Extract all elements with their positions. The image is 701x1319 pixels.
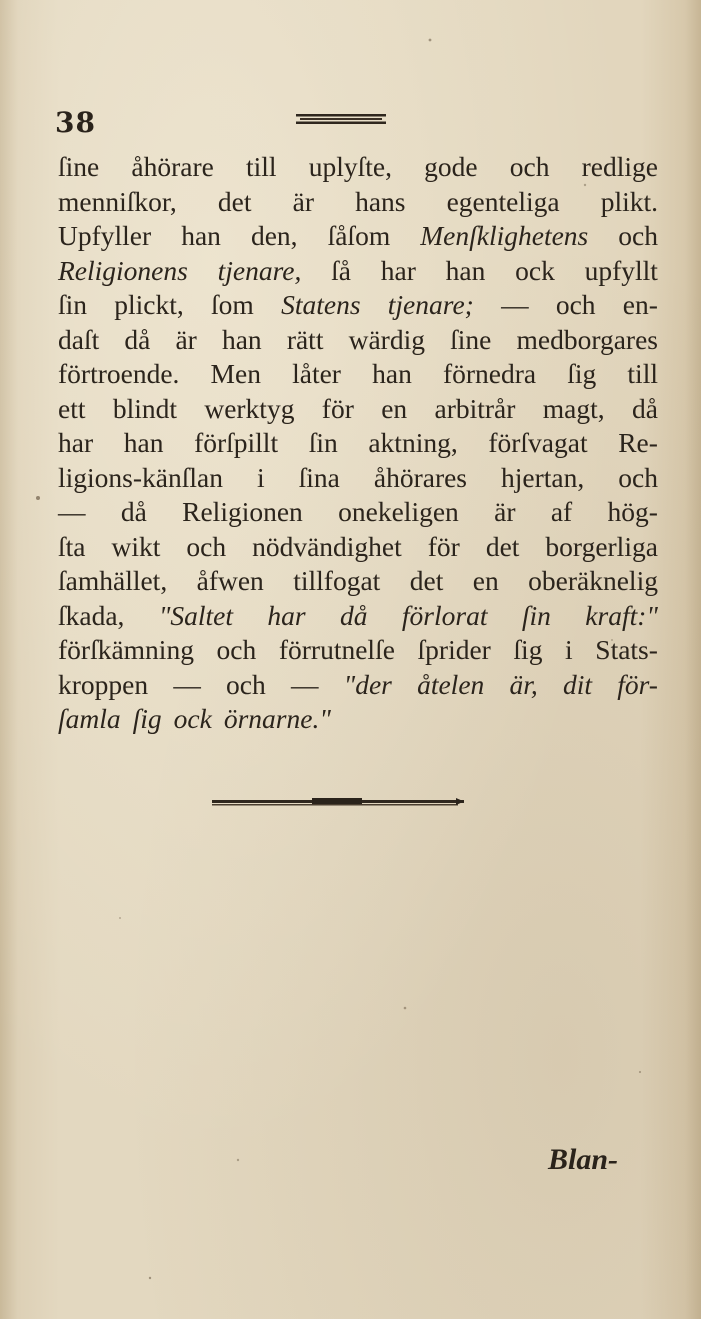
text-word: han xyxy=(123,427,164,458)
text-word: då xyxy=(120,496,147,527)
text-word: då xyxy=(124,323,151,355)
text-line xyxy=(58,530,658,565)
text-line xyxy=(58,254,658,289)
text-word: och xyxy=(509,151,550,182)
text-word: ſprider xyxy=(417,634,491,665)
text-word: — xyxy=(173,668,201,700)
text-word: Religionens xyxy=(58,254,188,286)
text-word: en xyxy=(381,392,408,424)
text-word: och xyxy=(186,530,227,562)
text-word: det xyxy=(485,530,520,562)
text-word: ſta xyxy=(58,530,86,562)
text-line xyxy=(58,564,658,599)
text-word: kraft:" xyxy=(585,599,658,631)
text-word: är xyxy=(494,496,516,527)
text-word: förſvagat xyxy=(488,427,588,458)
text-word: han xyxy=(181,220,221,251)
text-word: den, xyxy=(250,220,298,251)
text-word: ſin xyxy=(521,599,551,631)
text-word: och xyxy=(216,634,257,665)
text-word: ſig xyxy=(567,358,597,389)
text-line xyxy=(58,702,658,737)
text-word: ſkada, xyxy=(58,599,125,631)
text-word: Re- xyxy=(618,427,658,458)
text-word: det xyxy=(217,185,252,217)
text-word: ock xyxy=(515,254,555,286)
text-word: ſine xyxy=(450,323,492,355)
text-word: arbitrår xyxy=(434,392,516,424)
text-word: kroppen xyxy=(58,668,149,700)
text-word: förlorat xyxy=(401,599,488,631)
text-word: är xyxy=(175,323,197,355)
text-word: medborgares xyxy=(516,323,658,355)
text-word: är, xyxy=(509,668,538,700)
text-word: ſom xyxy=(211,289,254,320)
text-line xyxy=(58,288,658,323)
catchword: Blan- xyxy=(548,1143,619,1176)
text-word: dit xyxy=(562,668,592,700)
text-word: hans xyxy=(355,185,406,217)
text-word: "der xyxy=(343,668,392,700)
text-word: werktyg xyxy=(204,392,295,424)
text-word: och xyxy=(618,220,658,251)
text-line xyxy=(58,185,658,220)
text-word: ſamhället, xyxy=(58,565,168,596)
text-word: örnarne." xyxy=(223,703,331,734)
text-word: åhörares xyxy=(373,461,468,493)
text-word: och xyxy=(555,289,596,320)
text-word: ſin xyxy=(58,289,88,320)
text-word: magt, xyxy=(542,392,605,424)
text-word: förrutnelſe xyxy=(278,634,395,665)
text-word: åfwen xyxy=(196,565,264,596)
text-word: hjertan, xyxy=(501,461,585,493)
text-word: låter xyxy=(292,358,341,389)
text-word: blindt xyxy=(112,392,177,424)
text-word: plickt, xyxy=(114,289,184,320)
text-word: en- xyxy=(622,289,658,320)
text-word: för xyxy=(321,392,354,424)
text-word: borgerliga xyxy=(545,530,658,562)
text-word: ſåſom xyxy=(327,220,391,251)
text-word: redlige xyxy=(581,151,658,182)
text-word: ock xyxy=(173,703,212,734)
text-word: har xyxy=(380,254,416,286)
text-line xyxy=(58,461,658,496)
text-word: upfyllt xyxy=(584,254,658,286)
text-line xyxy=(58,150,658,185)
text-word: af xyxy=(550,496,573,527)
text-word: ſig xyxy=(132,703,162,734)
text-word: nödvändighet xyxy=(252,530,402,562)
text-word: och xyxy=(618,461,658,493)
text-word: daſt xyxy=(58,323,100,355)
text-word: för xyxy=(427,530,460,562)
text-word: är xyxy=(292,185,314,217)
text-word: tillfogat xyxy=(293,565,381,596)
text-word: "Saltet xyxy=(158,599,234,631)
text-word: åhörare xyxy=(131,151,214,182)
text-word: tjenare; xyxy=(387,289,474,320)
text-line xyxy=(58,219,658,254)
end-ornament xyxy=(212,796,464,808)
text-word: uplyſte, xyxy=(308,151,392,182)
text-word: Statens xyxy=(281,289,361,320)
text-word: oberäknelig xyxy=(528,565,658,596)
text-line xyxy=(58,323,658,358)
text-word: har xyxy=(267,599,306,631)
text-word: egenteliga xyxy=(446,185,560,217)
text-word: då xyxy=(340,599,368,631)
text-word: ſå xyxy=(331,254,351,286)
text-word: Religionen xyxy=(182,496,303,527)
text-word: till xyxy=(246,151,277,182)
text-word: förnedra xyxy=(442,358,537,389)
text-word: för- xyxy=(617,668,658,700)
text-word: onekeligen xyxy=(338,496,459,527)
text-line xyxy=(58,426,658,461)
text-word: ſig xyxy=(513,634,543,665)
text-word: — xyxy=(58,496,86,527)
page-number: 38 xyxy=(55,106,96,139)
text-word: förſkämning xyxy=(58,634,194,665)
text-word: han xyxy=(372,358,412,389)
text-word: ſine xyxy=(58,151,100,182)
text-line xyxy=(58,599,658,634)
text-word: — xyxy=(290,668,319,700)
text-word: — xyxy=(501,289,529,320)
text-word: wärdig xyxy=(348,323,425,355)
text-word: i xyxy=(256,461,265,493)
text-word: i xyxy=(565,634,573,665)
text-word: ett xyxy=(58,392,86,424)
text-word: hög- xyxy=(607,496,658,527)
text-word: och xyxy=(226,668,266,700)
text-word: tjenare, xyxy=(217,254,302,286)
text-word: Upfyller xyxy=(58,220,152,251)
text-word: han xyxy=(221,323,262,355)
text-word: plikt. xyxy=(600,185,658,217)
text-word: ligions-känſlan xyxy=(58,461,223,493)
text-word: förtroende. xyxy=(58,358,180,389)
text-word: aktning, xyxy=(368,427,458,458)
text-word: då xyxy=(631,392,658,424)
text-word: rätt xyxy=(286,323,324,355)
text-line xyxy=(58,495,658,530)
text-line xyxy=(58,357,658,392)
text-word: till xyxy=(627,358,658,389)
text-word: ſina xyxy=(298,461,340,493)
head-ornament xyxy=(296,112,386,126)
text-line xyxy=(58,668,658,703)
text-word: förſpillt xyxy=(194,427,279,458)
text-word: wikt xyxy=(111,530,161,562)
text-word: Men xyxy=(210,358,261,389)
text-word: en xyxy=(472,565,499,596)
text-word: han xyxy=(445,254,486,286)
body-text xyxy=(58,150,658,737)
text-word: har xyxy=(58,427,94,458)
text-word: menniſkor, xyxy=(58,185,177,217)
text-line xyxy=(58,633,658,668)
text-word: ſamla xyxy=(58,703,121,734)
text-word: Menſklighetens xyxy=(420,220,589,251)
text-word: det xyxy=(409,565,444,596)
text-word: åtelen xyxy=(417,668,485,700)
text-word: gode xyxy=(424,151,478,182)
text-line xyxy=(58,392,658,427)
text-word: Stats- xyxy=(595,634,658,665)
text-word: ſin xyxy=(308,427,338,458)
